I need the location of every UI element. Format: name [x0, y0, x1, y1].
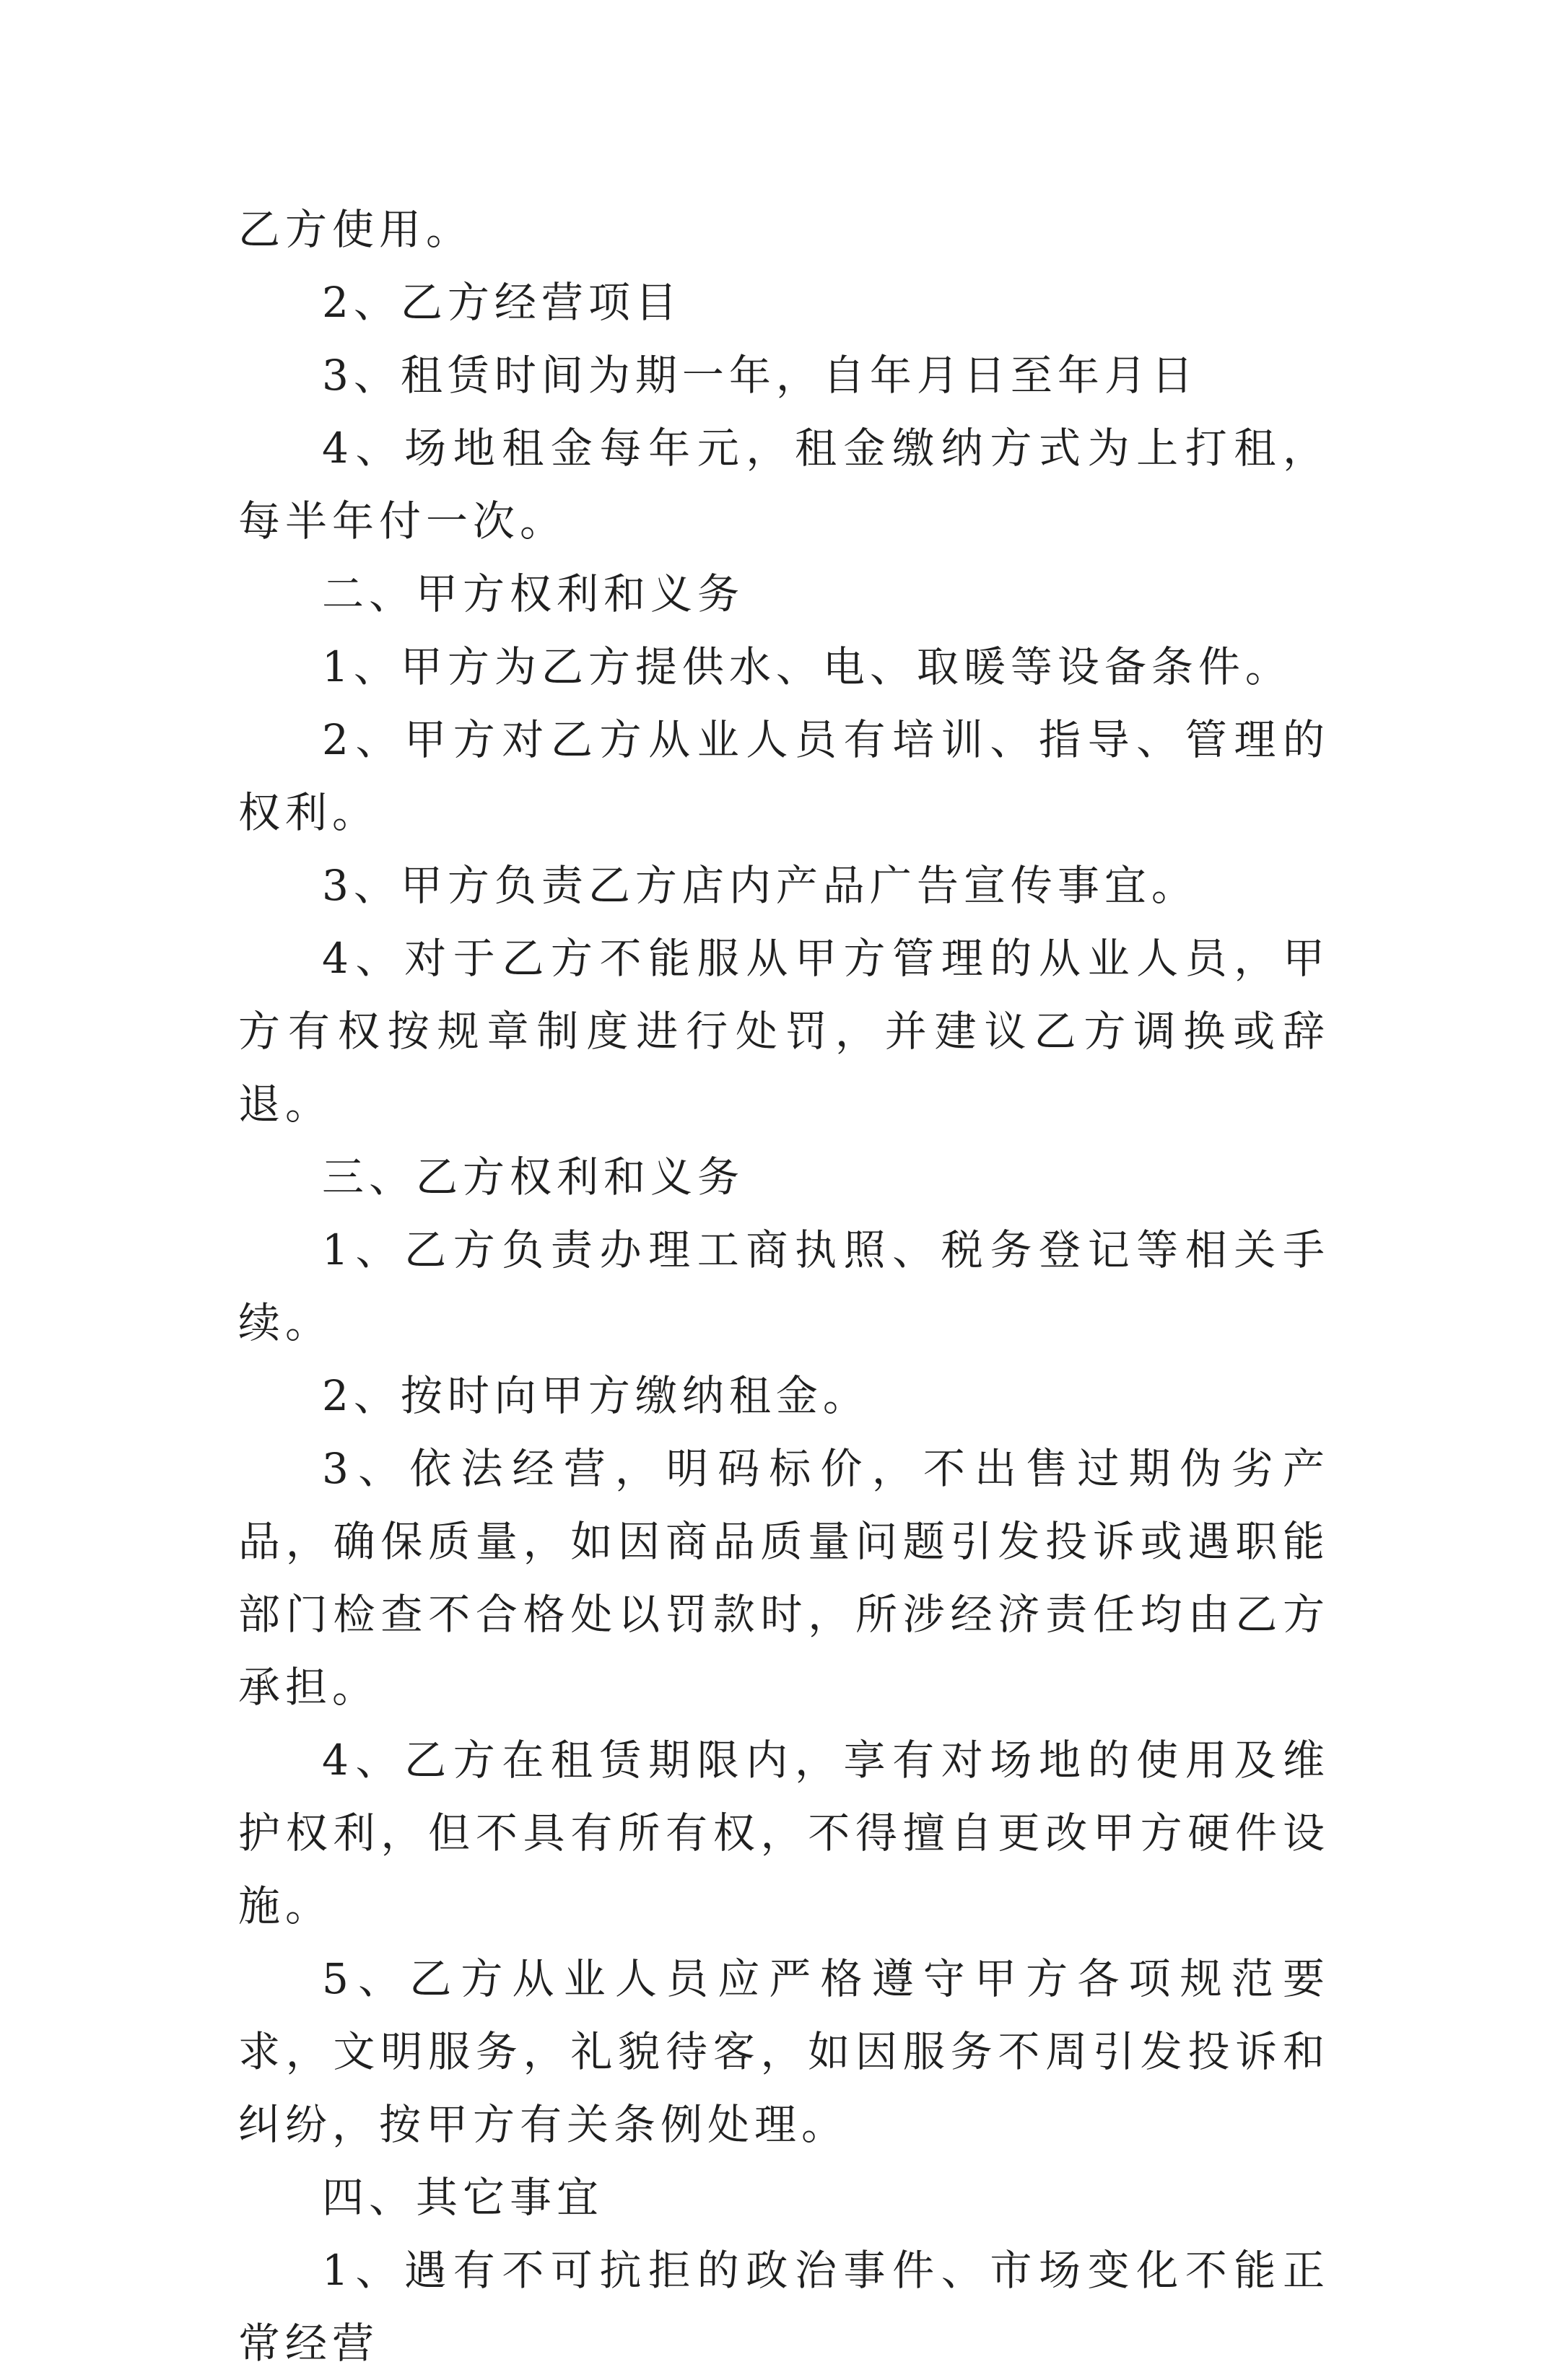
paragraph-party-b-item-1: 1、乙方负责办理工商执照、税务登记等相关手续。 [238, 1225, 1330, 1347]
paragraph-item-2-business-scope: 2、乙方经营项目 [322, 278, 682, 327]
paragraph-item-3-lease-term: 3、租赁时间为期一年，自年月日至年月日 [322, 351, 1198, 400]
document-body [238, 193, 1330, 2380]
paragraph-party-a-item-2: 2、甲方对乙方从业人员有培训、指导、管理的权利。 [238, 715, 1330, 837]
paragraph-party-b-item-5: 5、乙方从业人员应严格遵守甲方各项规范要求，文明服务，礼貌待客，如因服务不周引发投诉和纠纷，按甲方有关条例处理。 [238, 1954, 1330, 2149]
paragraph-continuation: 乙方使用。 [238, 205, 474, 254]
paragraph-party-a-item-4: 4、对于乙方不能服从甲方管理的从业人员，甲方有权按规章制度进行处罚，并建议乙方调换或辞退。 [238, 934, 1330, 1129]
paragraph-item-4-rent: 4、场地租金每年元，租金缴纳方式为上打租，每半年付一次。 [238, 424, 1330, 546]
section-heading-other-matters: 四、其它事宜 [322, 2173, 604, 2222]
paragraph-party-a-item-3: 3、甲方负责乙方店内产品广告宣传事宜。 [322, 861, 1198, 910]
section-heading-party-b-rights: 三、乙方权利和义务 [322, 1152, 745, 1202]
paragraph-party-b-item-3: 3、依法经营，明码标价，不出售过期伪劣产品，确保质量，如因商品质量问题引发投诉或遇职能部门检查不合格处以罚款时，所涉经济责任均由乙方承担。 [238, 1444, 1330, 1712]
paragraph-other-item-1: 1、遇有不可抗拒的政治事件、市场变化不能正常经营 [238, 2246, 1330, 2368]
paragraph-party-a-item-1: 1、甲方为乙方提供水、电、取暖等设备条件。 [322, 642, 1292, 691]
section-heading-party-a-rights: 二、甲方权利和义务 [322, 569, 745, 618]
paragraph-party-b-item-4: 4、乙方在租赁期限内，享有对场地的使用及维护权利，但不具有所有权，不得擅自更改甲方硬件设施。 [238, 1736, 1330, 1930]
paragraph-party-b-item-2: 2、按时向甲方缴纳租金。 [322, 1371, 870, 1420]
